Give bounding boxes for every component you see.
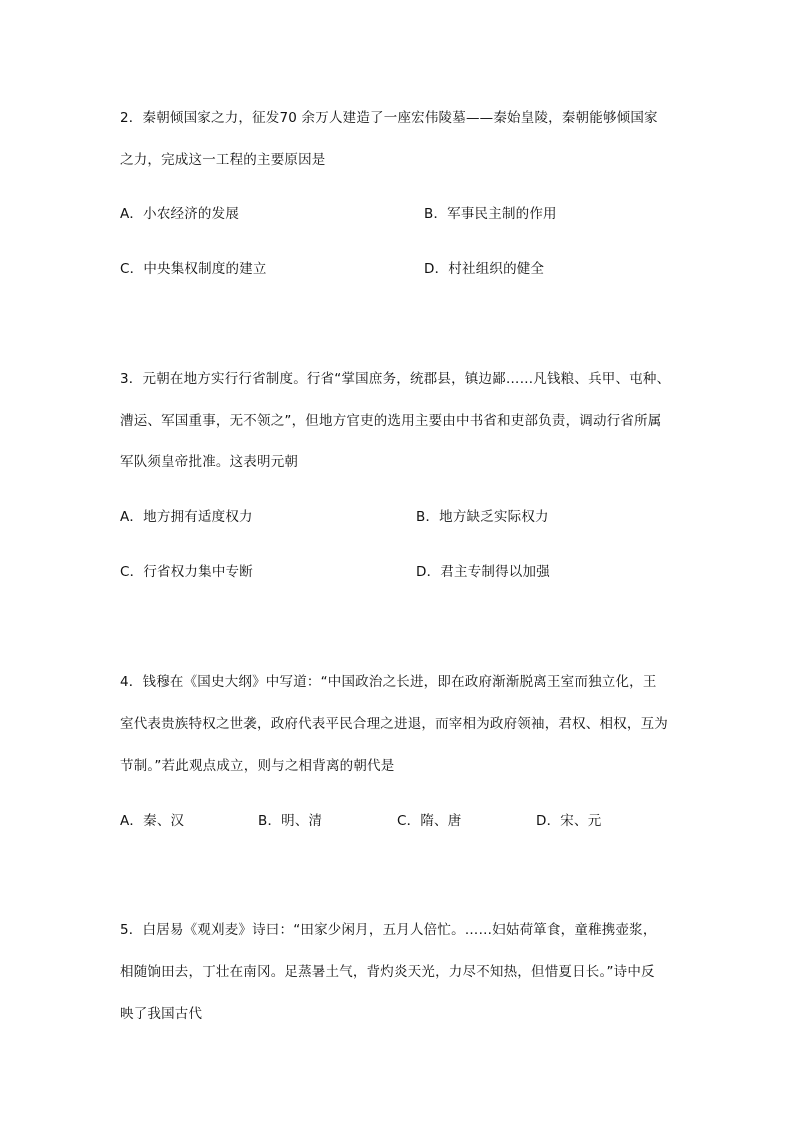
question-3-option-d: D．君主专制得以加强 [416,564,550,580]
question-4-option-d: D．宋、元 [536,813,602,829]
question-2-line-1: 2．秦朝倾国家之力，征发70 余万人建造了一座宏伟陵墓——秦始皇陵，秦朝能够倾国家 [120,110,658,126]
question-3-option-b: B．地方缺乏实际权力 [416,509,549,525]
question-3-option-a: A．地方拥有适度权力 [120,509,253,525]
question-5-line-2: 相随饷田去，丁壮在南冈。足蒸暑土气，背灼炎天光，力尽不知热，但惜夏日长。”诗中反 [120,964,655,980]
question-4-line-2: 室代表贵族特权之世袭，政府代表平民合理之进退，而宰相为政府领袖，君权、相权，互为 [120,716,668,732]
question-4-option-b: B．明、清 [258,813,323,829]
question-5-line-3: 映了我国古代 [120,1006,203,1022]
question-3-line-3: 军队须皇帝批准。这表明元朝 [120,454,299,470]
question-2-option-b: B．军事民主制的作用 [424,206,557,222]
question-4-line-3: 节制。”若此观点成立，则与之相背离的朝代是 [120,758,395,774]
question-3-option-c: C．行省权力集中专断 [120,564,253,580]
question-2-line-2: 之力，完成这一工程的主要原因是 [120,152,326,168]
question-5-line-1: 5．白居易《观刈麦》诗曰：“田家少闲月，五月人倍忙。……妇姑荷箪食，童稚携壶浆， [120,922,657,938]
question-3-line-2: 漕运、军国重事，无不领之”，但地方官吏的选用主要由中书省和吏部负责，调动行省所属 [120,413,662,429]
question-4-line-1: 4．钱穆在《国史大纲》中写道：“中国政治之长进，即在政府渐渐脱离王室而独立化，王 [120,674,657,690]
question-2-option-a: A．小农经济的发展 [120,206,240,222]
question-4-option-c: C．隋、唐 [397,813,462,829]
question-3-line-1: 3．元朝在地方实行行省制度。行省“掌国庶务，统郡县，镇边鄙……凡钱粮、兵甲、屯种、 [120,371,671,387]
question-4-option-a: A．秦、汉 [120,813,185,829]
question-2-option-c: C．中央集权制度的建立 [120,261,267,277]
question-2-option-d: D．村社组织的健全 [424,261,545,277]
